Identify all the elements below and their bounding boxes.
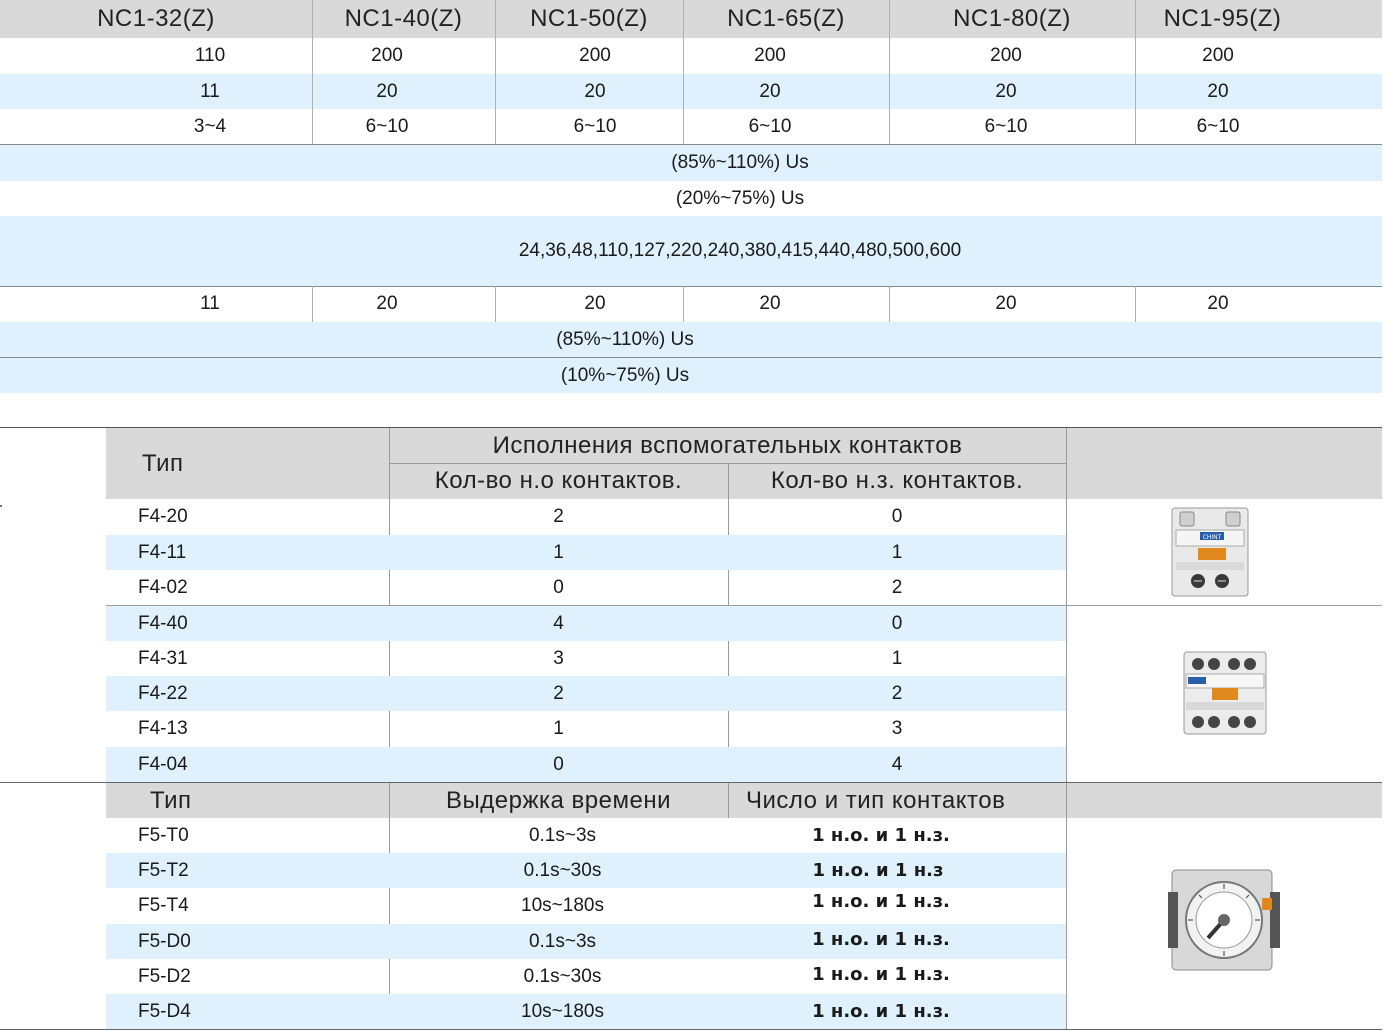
nc-count: 3 [891,718,903,739]
pickup-voltage: (85%~110%) Us [671,152,809,173]
contacts-value: 1 н.о. и 1 н.з. [812,929,950,950]
spec-cell: 20 [759,80,781,102]
timer-block-image [1168,862,1280,974]
aux-block-4pole-image [1182,650,1268,736]
contacts-value: 1 н.о. и 1 н.з [812,860,944,881]
delay-header: Выдержка времени [445,786,671,814]
model-header: NC1-50(Z) [530,5,648,32]
spec-cell: 20 [584,293,606,314]
delay-value: 0.1s~30s [523,859,602,881]
no-count: 1 [553,718,564,739]
model-header: NC1-32(Z) [97,5,215,32]
spec-cell: 6~10 [573,115,617,137]
dc-pickup-voltage: (85%~110%) Us [556,328,694,350]
spec-cell: 200 [1202,45,1234,66]
no-count: 1 [553,541,564,563]
dc-dropout-voltage: (10%~75%) Us [560,364,690,386]
no-count: 0 [553,576,564,598]
spec-cell: 6~10 [1196,115,1240,137]
type-header: Тип [142,449,184,477]
spec-cell: 20 [1207,293,1229,314]
spec-cell: 20 [995,80,1017,102]
table-row: F5-D4 [138,1001,191,1022]
table-row: F4-04 [138,753,188,775]
spec-cell: 200 [371,45,403,66]
delay-value: 0.1s~3s [528,824,597,846]
table-row: F4-20 [138,506,188,527]
nc-contacts-header: Кол-во н.з. контактов. [770,467,1024,494]
spec-cell: 6~10 [365,115,409,137]
spec-cell: 20 [584,80,606,102]
nc-count: 1 [891,647,903,669]
nc-count: 0 [891,506,903,527]
spec-cell: 20 [1207,80,1229,102]
nc-count: 0 [891,612,903,634]
no-contacts-header: Кол-во н.о контактов. [434,467,683,494]
delay-value: 10s~180s [521,1001,604,1022]
spec-cell: 3~4 [193,115,227,137]
no-count: 4 [553,612,564,634]
table-row: F4-40 [138,612,188,634]
brand-label: CHINT [1202,534,1222,541]
nc-count: 2 [891,576,903,598]
timer-type-header: Тип [150,786,192,814]
aux-block-2pole-image [1170,506,1250,598]
contacts-value: 1 н.о. и 1 н.з. [812,1000,950,1022]
dropout-voltage: (20%~75%) Us [675,187,805,209]
model-header: NC1-40(Z) [344,5,463,32]
table-row: F4-22 [138,682,188,704]
delay-value: 0.1s~30s [523,965,602,987]
model-header: NC1-80(Z) [953,5,1071,32]
spec-cell: 20 [376,293,398,314]
table-row: F5-T4 [138,895,189,916]
spec-cell: 20 [995,293,1017,314]
contacts-header: Число и тип контактов [746,786,1006,814]
nc-count: 1 [891,541,903,563]
model-header: NC1-95(Z) [1163,5,1282,32]
table-row: F4-02 [138,576,188,598]
nc-count: 2 [891,682,903,704]
table-row: F4-13 [138,718,188,739]
spec-cell: 11 [200,80,220,102]
no-count: 2 [553,506,564,527]
aux-group-header: Исполнения вспомогательных контактов [492,431,963,459]
table-row: F5-D2 [138,965,191,987]
coil-voltages: 24,36,48,110,127,220,240,380,415,440,480,500,600 [518,240,962,261]
table-row: F4-11 [138,541,187,563]
spec-cell: 110 [194,45,226,66]
table-row: F4-31 [138,647,188,669]
spec-cell: 6~10 [984,115,1028,137]
no-count: 0 [553,753,564,775]
nc-count: 4 [891,753,903,775]
delay-value: 0.1s~3s [528,930,597,952]
spec-cell: 200 [990,45,1022,66]
spec-cell: 200 [579,45,611,66]
table-row: F5-T2 [138,859,189,881]
no-count: 3 [553,647,564,669]
table-row: F5-D0 [138,930,191,952]
spec-cell: 200 [754,45,786,66]
no-count: 2 [553,682,564,704]
spec-cell: 11 [200,293,220,314]
spec-cell: 20 [759,293,781,314]
table-row: F5-T0 [138,824,189,846]
contacts-value: 1 н.о. и 1 н.з. [812,964,950,985]
contacts-value: 1 н.о. и 1 н.з. [812,825,950,846]
spec-cell: 6~10 [748,115,792,137]
model-header: NC1-65(Z) [727,5,845,32]
delay-value: 10s~180s [521,895,604,916]
spec-cell: 20 [376,80,398,102]
contacts-value: 1 н.о. и 1 н.з. [812,890,950,912]
